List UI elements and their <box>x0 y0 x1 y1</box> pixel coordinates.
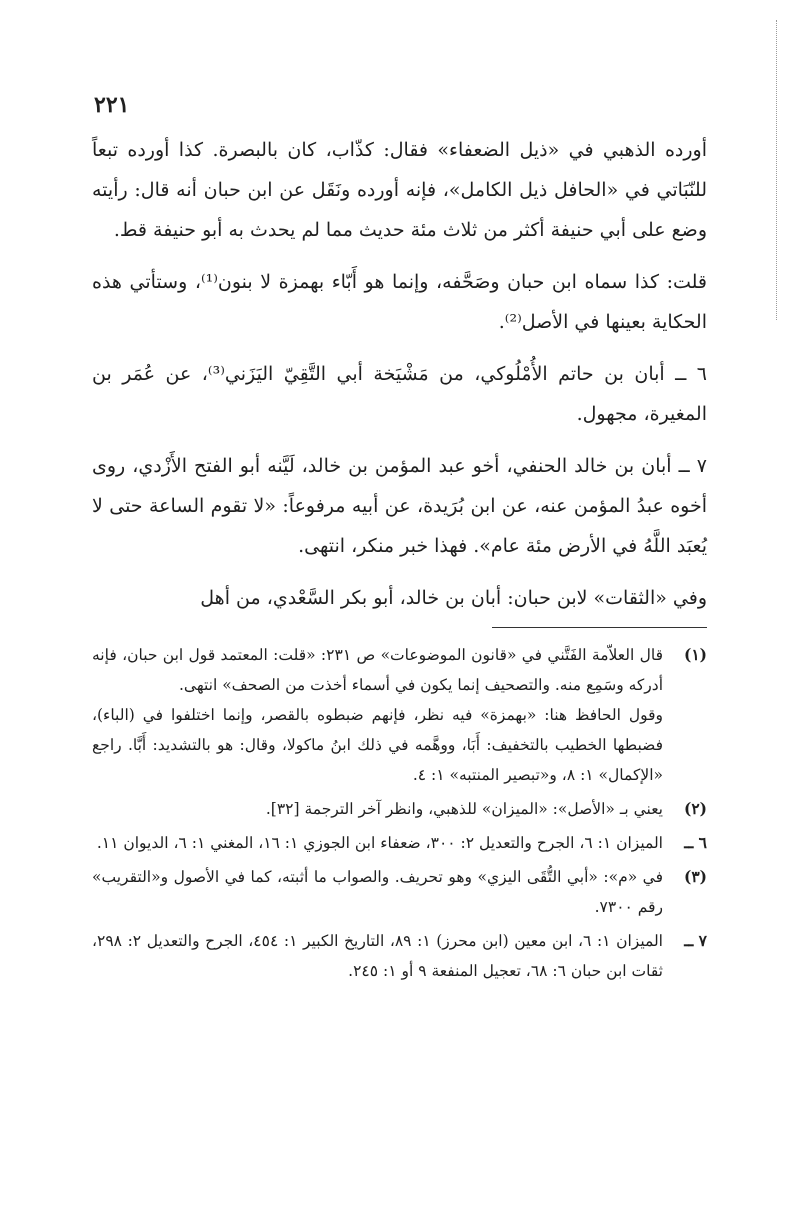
footnote-label: (١) <box>683 645 707 664</box>
source-note-6 <box>92 828 707 858</box>
scan-edge-marks <box>774 20 777 320</box>
paragraph-aban-al-basri: أورده الذهبي في «ذيل الضعفاء» فقال: كذّاب، كان بالبصرة. كذا أورده تبعاً للنّبَاتي في «الحافل ذيل الكامل»، فإنه أورده ونَقَل عن ابن حبان أنه قال: رأيته وضع على أبي حنيفة أكثر من ثلاث مئة حديث مما لم يحدث به أبو حنيفة قط. <box>92 139 707 241</box>
footnote-body <box>92 862 663 922</box>
footnote-body <box>92 926 663 986</box>
footnotes <box>92 640 707 990</box>
source-note-7 <box>92 926 707 986</box>
footnote-label: (٣) <box>683 867 707 886</box>
page-number: ٢٢١ <box>94 92 130 118</box>
footnote-2 <box>92 794 707 824</box>
footnote-line: يعني بـ «الأصل»: «الميزان» للذهبي، وانظر آخر الترجمة [٣٢]. <box>265 800 663 818</box>
footnote-line: وقول الحافظ هنا: «بهمزة» فيه نظر، فإنهم ضبطوه بالقصر، وإنما اختلفوا في (الباء)، فضبطها الخطيب بالتخفيف: أَبَا، ووهَّمه في ذلك ابنُ ماكولا، وقال: هو بالتشديد: أَبَّا. راجع «الإكمال» ١: ٨، و«تبصير المنتبه» ١: ٤. <box>92 706 663 784</box>
footnote-body <box>92 794 663 824</box>
footnote-3 <box>92 862 707 922</box>
footnote-body <box>92 828 663 858</box>
footnote-line: الميزان ١: ٦، الجرح والتعديل ٢: ٣٠٠، ضعفاء ابن الجوزي ١: ١٦، المغني ١: ٦، الديوان ١١. <box>96 834 663 852</box>
entry-6-aban-bin-hatim: ٦ ــ أبان بن حاتم الأُمْلُوكي، من مَشْيَخة أبي التَّقِيّ اليَزَني⁽³⁾، عن عُمَر بن المغيرة، مجهول. <box>92 363 707 425</box>
paragraph-author-note: قلت: كذا سماه ابن حبان وصَحَّفه، وإنما هو أَبّاء بهمزة لا بنون⁽¹⁾، وستأتي هذه الحكاية بعينها في الأصل⁽²⁾. <box>92 271 707 333</box>
footnote-body <box>92 640 663 790</box>
footnote-label: ٧ ــ <box>684 931 707 950</box>
footnote-1 <box>92 640 707 790</box>
footnote-line: في «م»: «أبي التُّقَى اليزي» وهو تحريف. والصواب ما أثبته، كما في الأصول و«التقريب» رقم ٧٣٠٠. <box>92 868 663 916</box>
footnote-line: قال العلاّمة الفَتَّني في «قانون الموضوعات» ص ٢٣١: «قلت: المعتمد قول ابن حبان، فإنه أدركه وسَمِع منه. والتصحيف إنما يكون في أسماء أخذت من الصحف» انتهى. <box>92 646 664 694</box>
entry-7-aban-bin-khalid: ٧ ــ أبان بن خالد الحنفي، أخو عبد المؤمن بن خالد، لَيَّنه أبو الفتح الأَزْدي، روى أخوه عبدُ المؤمن عنه، عن ابن بُرَيدة، عن أبيه مرفوعاً: «لا تقوم الساعة حتى لا يُعبَد اللَّهُ في الأرض مئة عام». فهذا خبر منكر، انتهى. <box>92 455 707 557</box>
paragraph-thiqat-ibn-hibban: وفي «الثقات» لابن حبان: أبان بن خالد، أبو بكر السَّعْدي، من أهل <box>200 587 707 609</box>
footnote-separator <box>492 627 707 628</box>
footnote-label: ٦ ــ <box>684 833 707 852</box>
footnote-line: الميزان ١: ٦، ابن معين (ابن محرز) ١: ٨٩، التاريخ الكبير ١: ٤٥٤، الجرح والتعديل ٢: ٢٩٨، ثقات ابن حبان ٦: ٦٨، تعجيل المنفعة ٩ أو ١: ٢٤٥. <box>92 932 663 980</box>
footnote-label: (٢) <box>683 799 707 818</box>
main-text <box>92 130 707 630</box>
